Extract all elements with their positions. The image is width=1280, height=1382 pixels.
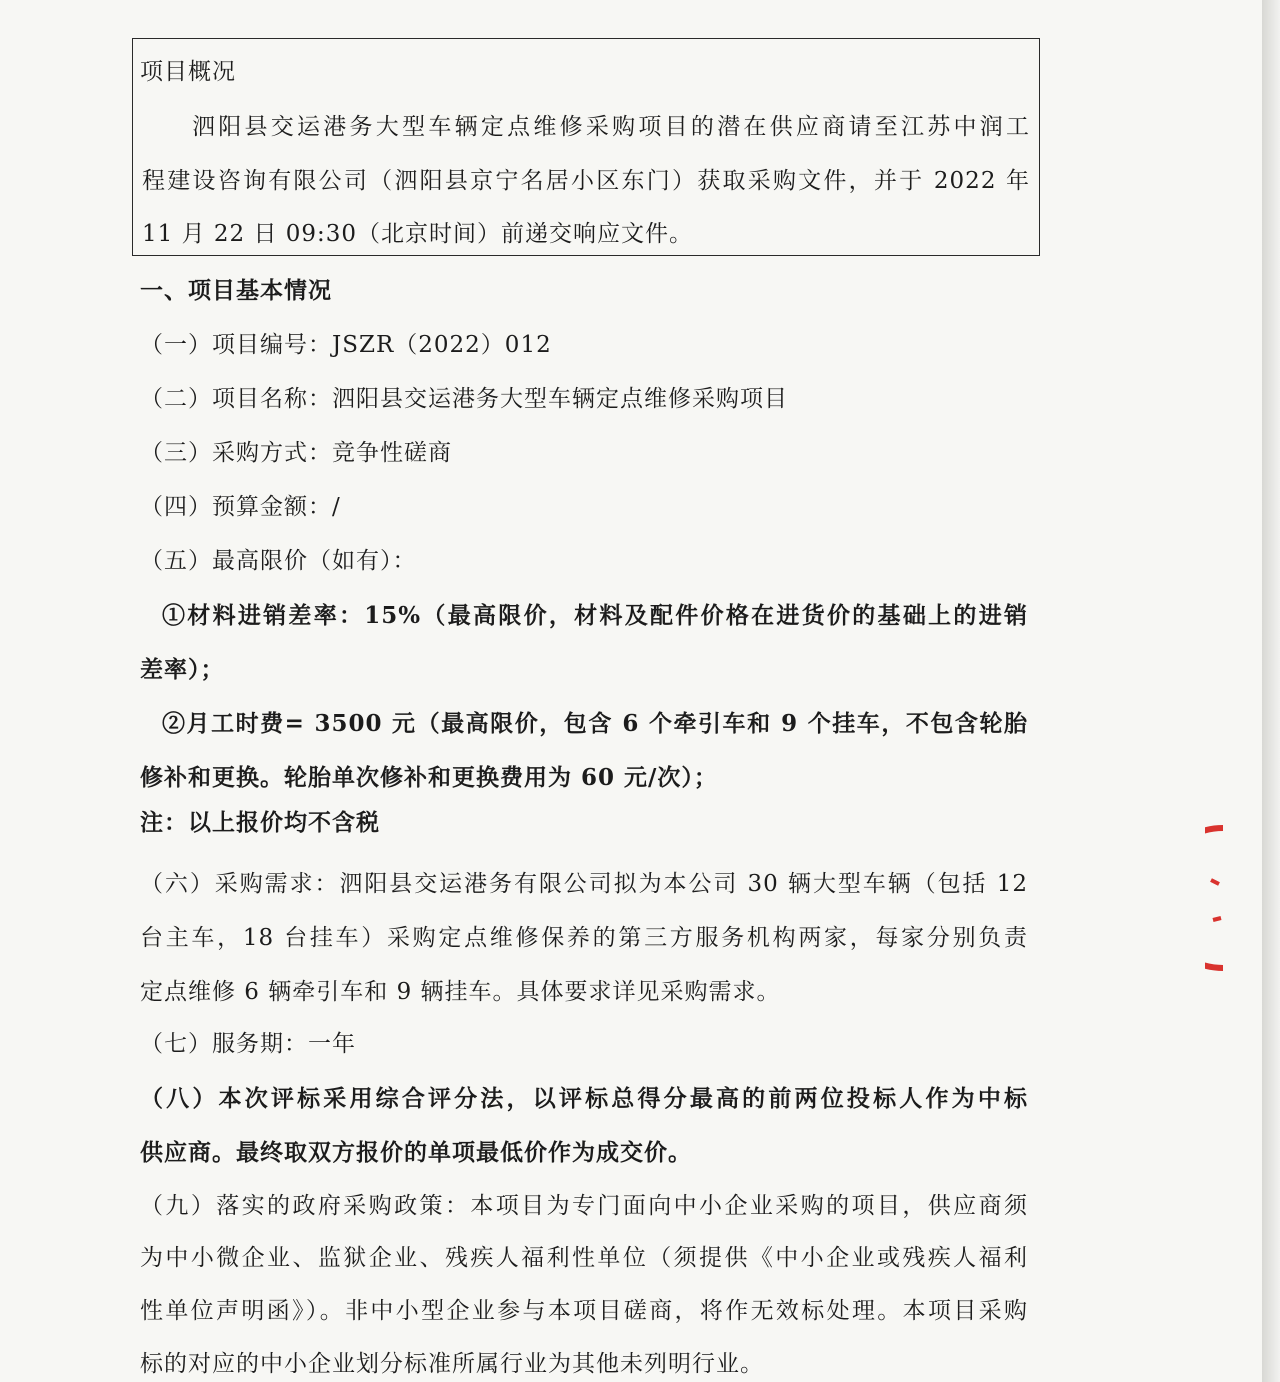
item-project-number: （一）项目编号：JSZR（2022）012 (140, 332, 552, 358)
item-procurement-method: （三）采购方式：竞争性磋商 (140, 440, 452, 466)
summary-heading: 项目概况 (140, 59, 236, 85)
scan-page-edge (1262, 0, 1280, 1382)
price-labor-line-2: 修补和更换。轮胎单次修补和更换费用为 60 元/次）； (140, 764, 718, 791)
item-requirement-line-2: 台主车，18 台挂车）采购定点维修保养的第三方服务机构两家，每家分别负责 (140, 925, 1028, 951)
item-policy-line-3: 性单位声明函》）。非中小型企业参与本项目磋商，将作无效标处理。本项目采购 (140, 1298, 1028, 1324)
item-evaluation-line-2: 供应商。最终取双方报价的单项最低价作为成交价。 (140, 1139, 692, 1166)
price-labor-line-1: ②月工时费= 3500 元（最高限价，包含 6 个牵引车和 9 个挂车，不包含轮胎 (162, 710, 1028, 737)
item-policy-line-1: （九）落实的政府采购政策：本项目为专门面向中小企业采购的项目，供应商须 (140, 1193, 1028, 1219)
section-title: 一、项目基本情况 (140, 277, 332, 304)
summary-line-2: 程建设咨询有限公司（泗阳县京宁名居小区东门）获取采购文件，并于 2022 年 (142, 168, 1030, 194)
item-project-name: （二）项目名称：泗阳县交运港务大型车辆定点维修采购项目 (140, 386, 788, 412)
item-max-price: （五）最高限价（如有）： (140, 548, 417, 574)
red-seal-stamp-partial (1205, 820, 1262, 980)
item-requirement-line-1: （六）采购需求：泗阳县交运港务有限公司拟为本公司 30 辆大型车辆（包括 12 (140, 871, 1028, 897)
tax-note: 注：以上报价均不含税 (140, 809, 380, 836)
item-requirement-line-3: 定点维修 6 辆牵引车和 9 辆挂车。具体要求详见采购需求。 (140, 979, 781, 1005)
item-evaluation-line-1: （八）本次评标采用综合评分法，以评标总得分最高的前两位投标人作为中标 (140, 1085, 1028, 1112)
price-material-line-2: 差率）； (140, 656, 225, 683)
price-material-line-1: ①材料进销差率：15%（最高限价，材料及配件价格在进货价的基础上的进销 (162, 602, 1028, 629)
item-budget: （四）预算金额：/ (140, 494, 341, 520)
summary-line-1: 泗阳县交运港务大型车辆定点维修采购项目的潜在供应商请至江苏中润工 (192, 114, 1030, 140)
item-service-period: （七）服务期：一年 (140, 1031, 356, 1057)
item-policy-line-2: 为中小微企业、监狱企业、残疾人福利性单位（须提供《中小企业或残疾人福利 (140, 1245, 1028, 1271)
item-policy-line-4: 标的对应的中小企业划分标准所属行业为其他未列明行业。 (140, 1351, 764, 1377)
summary-line-3: 11 月 22 日 09:30（北京时间）前递交响应文件。 (142, 221, 694, 247)
